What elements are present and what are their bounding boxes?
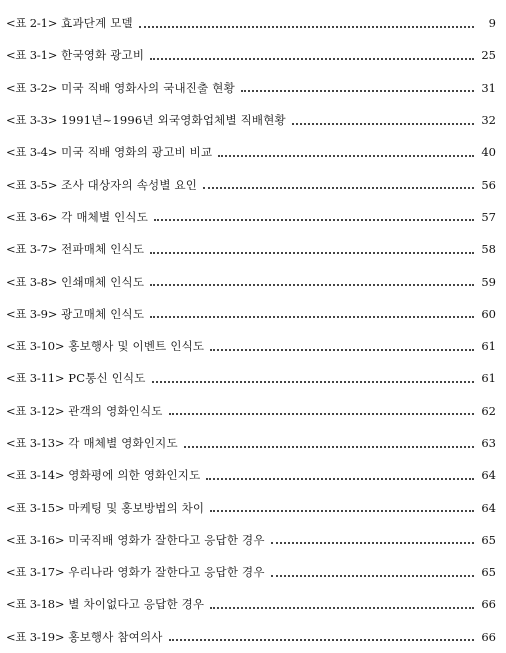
table-title: 미국 직배 영화사의 국내진출 현황 [61, 80, 235, 95]
page-number: 58 [481, 242, 496, 257]
table-title: 관객의 영화인식도 [68, 403, 163, 418]
toc-entry [6, 136, 500, 168]
toc-entry [6, 459, 500, 491]
table-number: <표 3-19> [6, 629, 65, 644]
dot-leader [150, 57, 474, 60]
toc-entry [6, 362, 500, 394]
table-number: <표 3-8> [6, 274, 58, 289]
table-number: <표 3-16> [6, 532, 65, 547]
page-number: 59 [481, 274, 496, 289]
table-number: <표 3-7> [6, 242, 58, 257]
table-title: 인쇄매체 인식도 [61, 274, 145, 289]
table-number: <표 3-5> [6, 177, 58, 192]
dot-leader [218, 154, 474, 157]
toc-entry [6, 524, 500, 556]
dot-leader [154, 218, 474, 221]
dot-leader [139, 25, 474, 28]
toc-entry [6, 7, 500, 39]
table-number: <표 3-17> [6, 565, 65, 580]
table-title: 한국영화 광고비 [61, 48, 145, 63]
table-title: 미국 직배 영화의 광고비 비교 [61, 145, 213, 160]
table-title: 효과단계 모델 [61, 16, 133, 31]
table-number: <표 3-9> [6, 306, 58, 321]
table-number: <표 3-2> [6, 80, 58, 95]
table-of-contents [6, 7, 500, 653]
table-number: <표 3-14> [6, 468, 65, 483]
table-number: <표 3-10> [6, 339, 65, 354]
page-number: 31 [481, 80, 496, 95]
table-number: <표 3-11> [6, 371, 65, 386]
table-number: <표 3-15> [6, 500, 65, 515]
dot-leader [152, 380, 474, 383]
page-number: 65 [481, 532, 496, 547]
page-number: 9 [488, 16, 496, 31]
page-number: 32 [481, 113, 496, 128]
table-number: <표 3-3> [6, 113, 58, 128]
table-number: <표 3-12> [6, 403, 65, 418]
page-number: 57 [481, 209, 496, 224]
toc-entry [6, 104, 500, 136]
page-number: 61 [481, 339, 496, 354]
dot-leader [210, 606, 474, 609]
toc-entry [6, 427, 500, 459]
table-title: 우리나라 영화가 잘한다고 응답한 경우 [68, 565, 265, 580]
dot-leader [169, 638, 474, 641]
dot-leader [271, 574, 474, 577]
toc-entry [6, 233, 500, 265]
toc-entry [6, 588, 500, 620]
dot-leader [203, 186, 474, 189]
dot-leader [210, 509, 474, 512]
table-title: 마케팅 및 홍보방법의 차이 [68, 500, 205, 515]
table-title: 홍보행사 및 이벤트 인식도 [68, 339, 205, 354]
table-title: PC통신 인식도 [68, 371, 146, 386]
dot-leader [150, 315, 474, 318]
toc-entry [6, 330, 500, 362]
table-title: 별 차이없다고 응답한 경우 [68, 597, 205, 612]
dot-leader [210, 348, 474, 351]
toc-entry [6, 39, 500, 71]
page-number: 61 [481, 371, 496, 386]
table-title: 각 매체별 인식도 [61, 209, 149, 224]
table-number: <표 3-4> [6, 145, 58, 160]
dot-leader [271, 541, 474, 544]
toc-entry [6, 265, 500, 297]
page-number: 64 [481, 468, 496, 483]
page-number: 56 [481, 177, 496, 192]
toc-entry [6, 556, 500, 588]
table-title: 각 매체별 영화인지도 [68, 436, 178, 450]
table-number: <표 3-18> [6, 597, 65, 612]
toc-entry [6, 298, 500, 330]
table-title: 전파매체 인식도 [61, 242, 145, 257]
table-number: <표 3-1> [6, 48, 58, 63]
toc-entry [6, 201, 500, 233]
dot-leader [292, 122, 474, 125]
page-number: 64 [481, 500, 496, 515]
dot-leader [241, 89, 474, 92]
dot-leader [169, 412, 474, 415]
table-title: 광고매체 인식도 [61, 306, 145, 321]
toc-entry [6, 72, 500, 104]
dot-leader [184, 445, 474, 448]
page-number: 60 [481, 306, 496, 321]
toc-entry [6, 395, 500, 427]
table-number: <표 3-13> [6, 436, 65, 450]
table-number: <표 3-6> [6, 209, 58, 224]
table-title: 홍보행사 참여의사 [68, 629, 163, 644]
toc-entry [6, 621, 500, 653]
table-title: 조사 대상자의 속성별 요인 [61, 177, 198, 192]
table-title: 영화평에 의한 영화인지도 [68, 468, 201, 483]
page-number: 62 [481, 403, 496, 418]
dot-leader [150, 251, 474, 254]
page-number: 66 [481, 629, 496, 644]
toc-entry [6, 491, 500, 523]
table-number: <표 2-1> [6, 16, 58, 31]
page-number: 40 [481, 145, 496, 160]
page-number: 66 [481, 597, 496, 612]
page-number: 65 [481, 565, 496, 580]
table-title: 미국직배 영화가 잘한다고 응답한 경우 [68, 532, 265, 547]
dot-leader [206, 477, 474, 480]
page-number: 25 [481, 48, 496, 63]
toc-entry [6, 168, 500, 200]
table-title: 1991년~1996년 외국영화업체별 직배현황 [61, 113, 286, 128]
dot-leader [150, 283, 474, 286]
page-number: 63 [481, 436, 496, 450]
